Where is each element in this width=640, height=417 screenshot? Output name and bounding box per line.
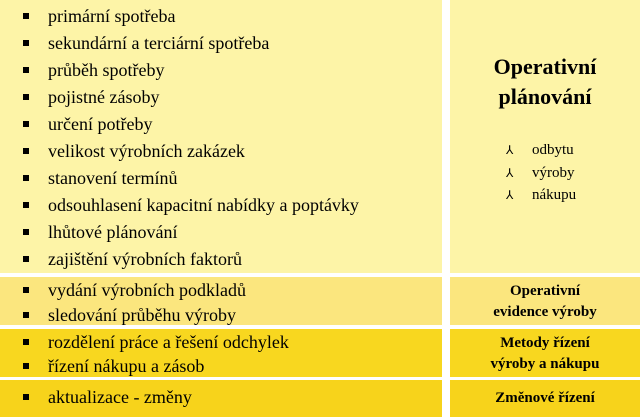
- section-1-items-panel: [0, 0, 442, 273]
- bullet-icon: [23, 121, 29, 127]
- section-2-items-panel: [0, 277, 442, 325]
- bullet-icon: [23, 94, 29, 100]
- title-line: Změnové řízení: [495, 390, 595, 406]
- bullet-icon: [23, 67, 29, 73]
- title-line: evidence výroby: [493, 304, 597, 320]
- section-4-items-panel: [0, 380, 442, 417]
- branch-icon: ⅄: [506, 143, 514, 157]
- bullet-icon: [23, 13, 29, 19]
- title-line: výroby a nákupu: [490, 356, 600, 372]
- section-3-title: [450, 333, 640, 375]
- bullet-icon: [23, 312, 29, 318]
- item-label: vydání výrobních podkladů: [48, 280, 246, 300]
- item-label: průběh spotřeby: [48, 60, 165, 80]
- bullet-icon: [23, 148, 29, 154]
- section-2-title-panel: [450, 277, 640, 325]
- bullet-icon: [23, 287, 29, 293]
- section-4-title-panel: [450, 380, 640, 417]
- bullet-icon: [23, 256, 29, 262]
- item-label: lhůtové plánování: [48, 222, 178, 242]
- section-operativni-evidence: [0, 277, 640, 325]
- bullet-icon: [23, 339, 29, 345]
- item-label: pojistné zásoby: [48, 87, 160, 107]
- item-label: velikost výrobních zakázek: [48, 141, 245, 161]
- title-line: Metody řízení: [500, 335, 590, 351]
- bullet-icon: [23, 394, 29, 400]
- section-2-title: [450, 281, 640, 323]
- subitem-label: výroby: [532, 165, 575, 181]
- section-4-title: [450, 388, 640, 409]
- section-3-items-panel: [0, 329, 442, 377]
- item-label: řízení nákupu a zásob: [48, 356, 205, 376]
- item-label: primární spotřeba: [48, 6, 176, 26]
- title-line: plánování: [498, 84, 592, 109]
- branch-icon: ⅄: [506, 188, 514, 202]
- item-label: sekundární a terciární spotřeba: [48, 33, 270, 53]
- subitem-label: nákupu: [532, 187, 577, 203]
- section-1-title: [450, 52, 640, 112]
- section-zmenove-rizeni: [0, 380, 640, 417]
- bullet-icon: [23, 175, 29, 181]
- item-label: zajištění výrobních faktorů: [48, 249, 242, 269]
- branch-icon: ⅄: [506, 166, 514, 180]
- section-metody-rizeni: [0, 329, 640, 377]
- item-label: rozdělení práce a řešení odchylek: [48, 332, 289, 352]
- title-line: Operativní: [493, 54, 597, 79]
- bullet-icon: [23, 40, 29, 46]
- item-label: stanovení termínů: [48, 168, 178, 188]
- item-label: sledování průběhu výroby: [48, 305, 236, 325]
- section-3-title-panel: [450, 329, 640, 377]
- bullet-icon: [23, 229, 29, 235]
- item-label: určení potřeby: [48, 114, 153, 134]
- subitem-label: odbytu: [532, 142, 574, 158]
- item-label: odsouhlasení kapacitní nabídky a poptávky: [48, 195, 359, 215]
- bullet-icon: [23, 202, 29, 208]
- item-label: aktualizace - změny: [48, 387, 192, 407]
- title-line: Operativní: [510, 283, 580, 299]
- section-1-title-panel: [450, 0, 640, 273]
- bullet-icon: [23, 363, 29, 369]
